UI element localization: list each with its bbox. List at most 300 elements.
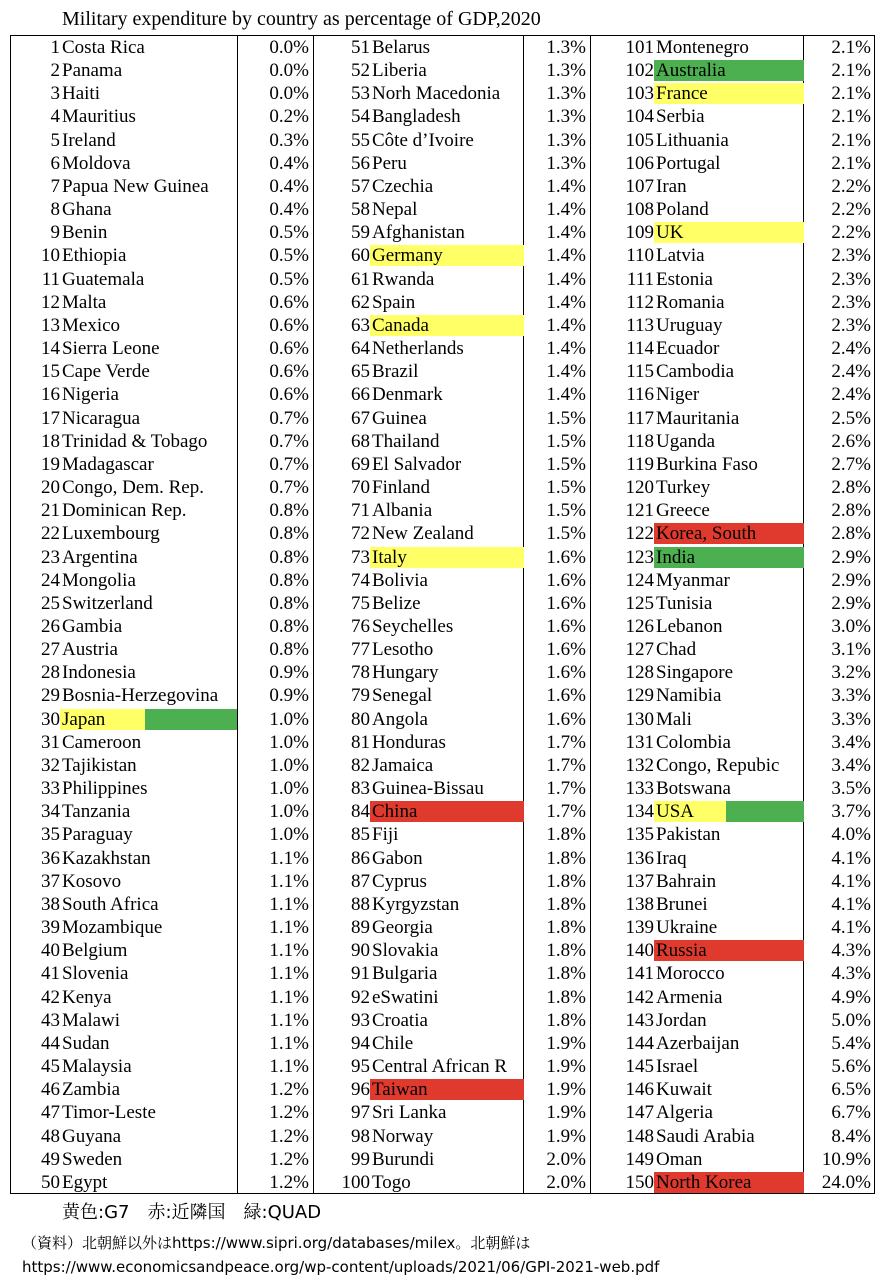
table-row bbox=[11, 105, 874, 128]
country-name: Turkey bbox=[656, 477, 711, 499]
rank-number: 51 bbox=[351, 37, 370, 58]
gdp-percentage: 1.4% bbox=[546, 268, 586, 290]
rank-number: 64 bbox=[351, 338, 370, 360]
country-name: Switzerland bbox=[62, 592, 153, 614]
table-row bbox=[11, 754, 874, 777]
gdp-percentage: 2.9% bbox=[831, 569, 871, 591]
country-name: China bbox=[370, 801, 524, 822]
rank-number: 75 bbox=[351, 592, 370, 614]
table-row bbox=[11, 800, 874, 823]
gdp-percentage: 0.6% bbox=[269, 361, 309, 383]
gdp-percentage: 3.2% bbox=[831, 662, 871, 684]
rank-number: 106 bbox=[625, 152, 654, 174]
country-name: Saudi Arabia bbox=[656, 1125, 755, 1147]
gdp-percentage: 4.1% bbox=[831, 870, 871, 892]
rank-number: 76 bbox=[351, 616, 370, 637]
gdp-percentage: 1.0% bbox=[269, 708, 309, 730]
country-name: USA bbox=[654, 801, 804, 822]
country-name: El Salvador bbox=[372, 453, 462, 475]
gdp-percentage: 3.3% bbox=[831, 685, 871, 707]
rank-number: 102 bbox=[625, 60, 654, 82]
rank-number: 17 bbox=[41, 407, 60, 429]
country-name: Moldova bbox=[62, 152, 131, 174]
rank-number: 82 bbox=[351, 754, 370, 776]
table-row bbox=[11, 1009, 874, 1032]
rank-number: 48 bbox=[41, 1125, 60, 1147]
gdp-percentage: 1.5% bbox=[546, 430, 586, 452]
rank-number: 147 bbox=[625, 1102, 654, 1124]
gdp-percentage: 1.2% bbox=[269, 1148, 309, 1170]
table-row bbox=[11, 430, 874, 453]
country-name: New Zealand bbox=[372, 523, 474, 545]
country-name: South Africa bbox=[62, 893, 159, 915]
gdp-percentage: 1.1% bbox=[269, 940, 309, 962]
table-row bbox=[11, 1171, 874, 1194]
gdp-percentage: 1.7% bbox=[546, 778, 586, 800]
rank-number: 49 bbox=[41, 1148, 60, 1170]
table-row bbox=[11, 986, 874, 1009]
rank-number: 74 bbox=[351, 569, 370, 591]
gdp-percentage: 0.4% bbox=[269, 152, 309, 174]
gdp-percentage: 0.8% bbox=[269, 500, 309, 522]
gdp-percentage: 1.5% bbox=[546, 523, 586, 545]
country-name: Peru bbox=[372, 152, 407, 174]
country-name: Panama bbox=[62, 60, 123, 82]
rank-number: 116 bbox=[626, 384, 654, 406]
country-name: Bosnia-Herzegovina bbox=[62, 685, 219, 707]
gdp-percentage: 2.1% bbox=[831, 60, 871, 82]
country-name: Mozambique bbox=[62, 917, 163, 939]
gdp-percentage: 3.4% bbox=[831, 731, 871, 753]
country-name: Liberia bbox=[372, 60, 427, 82]
country-name: Cambodia bbox=[656, 361, 735, 383]
rank-number: 97 bbox=[351, 1102, 370, 1124]
gdp-percentage: 2.4% bbox=[831, 384, 871, 406]
country-name: Mauritania bbox=[656, 407, 740, 429]
table-row bbox=[11, 221, 874, 244]
gdp-percentage: 1.1% bbox=[269, 986, 309, 1008]
gdp-percentage: 6.7% bbox=[831, 1102, 871, 1124]
country-name: Congo, Repubic bbox=[656, 754, 780, 776]
rank-number: 57 bbox=[351, 175, 370, 197]
gdp-percentage: 2.3% bbox=[831, 245, 871, 267]
table-row bbox=[11, 916, 874, 939]
rank-number: 129 bbox=[625, 685, 654, 707]
country-name: Canada bbox=[370, 315, 524, 336]
gdp-percentage: 4.1% bbox=[831, 847, 871, 869]
country-name: Paraguay bbox=[62, 824, 133, 846]
color-legend: 黄色:G7 赤:近隣国 緑:QUAD bbox=[62, 1202, 322, 1223]
gdp-percentage: 2.0% bbox=[546, 1171, 586, 1193]
rank-number: 73 bbox=[351, 546, 370, 568]
gdp-percentage: 1.1% bbox=[269, 1032, 309, 1054]
rank-number: 21 bbox=[41, 500, 60, 522]
gdp-percentage: 0.8% bbox=[269, 616, 309, 637]
rank-number: 112 bbox=[626, 291, 654, 313]
country-name: Estonia bbox=[656, 268, 713, 290]
table-row bbox=[11, 777, 874, 800]
gdp-percentage: 4.9% bbox=[831, 986, 871, 1008]
gdp-percentage: 0.8% bbox=[269, 546, 309, 568]
table-row bbox=[11, 198, 874, 221]
country-name: Ukraine bbox=[656, 917, 718, 939]
rank-number: 26 bbox=[41, 616, 60, 637]
country-name: Armenia bbox=[656, 986, 723, 1008]
gdp-percentage: 1.5% bbox=[546, 407, 586, 429]
table-row bbox=[11, 546, 874, 569]
rank-number: 108 bbox=[625, 199, 654, 221]
gdp-percentage: 0.9% bbox=[269, 685, 309, 707]
rank-number: 35 bbox=[41, 824, 60, 846]
rank-number: 145 bbox=[625, 1056, 654, 1078]
gdp-percentage: 3.7% bbox=[831, 801, 871, 823]
gdp-percentage: 1.2% bbox=[269, 1102, 309, 1124]
gdp-percentage: 1.4% bbox=[546, 291, 586, 313]
country-name: Côte d’Ivoire bbox=[372, 129, 474, 151]
country-name: Brunei bbox=[656, 893, 708, 915]
table-row bbox=[11, 1125, 874, 1148]
country-name: Afghanistan bbox=[372, 222, 465, 244]
rank-number: 72 bbox=[351, 523, 370, 545]
gdp-percentage: 0.6% bbox=[269, 314, 309, 336]
country-name: Sri Lanka bbox=[372, 1102, 447, 1124]
country-name: Jamaica bbox=[372, 754, 434, 776]
rank-number: 96 bbox=[351, 1079, 370, 1101]
gdp-percentage: 4.3% bbox=[831, 940, 871, 962]
source-note-line-1: （資料）北朝鮮以外はhttps://www.sipri.org/databases/milex。北朝鮮は bbox=[22, 1234, 531, 1252]
rank-number: 138 bbox=[625, 893, 654, 915]
rank-number: 88 bbox=[351, 893, 370, 915]
rank-number: 29 bbox=[41, 685, 60, 707]
country-name: Gabon bbox=[372, 847, 423, 869]
rank-number: 14 bbox=[41, 338, 60, 360]
table-title: Military expenditure by country as percentage of GDP,2020 bbox=[62, 8, 541, 30]
table-row bbox=[11, 684, 874, 707]
rank-number: 99 bbox=[351, 1148, 370, 1170]
country-name: Malta bbox=[62, 291, 107, 313]
gdp-percentage: 1.0% bbox=[269, 801, 309, 823]
rank-number: 50 bbox=[41, 1171, 60, 1193]
country-name: Finland bbox=[372, 477, 431, 499]
table-row bbox=[11, 291, 874, 314]
country-name: Israel bbox=[656, 1056, 699, 1078]
country-name: Myanmar bbox=[656, 569, 730, 591]
country-name: Ecuador bbox=[656, 338, 720, 360]
country-name: Guinea-Bissau bbox=[372, 778, 484, 800]
rank-number: 31 bbox=[41, 731, 60, 753]
gdp-percentage: 4.1% bbox=[831, 893, 871, 915]
rank-number: 100 bbox=[341, 1171, 370, 1193]
country-name: Burkina Faso bbox=[656, 453, 758, 475]
rank-number: 41 bbox=[41, 963, 60, 985]
country-name: Jordan bbox=[656, 1009, 707, 1031]
rank-number: 52 bbox=[351, 60, 370, 82]
rank-number: 15 bbox=[41, 361, 60, 383]
rank-number: 92 bbox=[351, 986, 370, 1008]
country-name: Burundi bbox=[372, 1148, 435, 1170]
gdp-percentage: 0.0% bbox=[269, 37, 309, 58]
table-row bbox=[11, 476, 874, 499]
rank-number: 5 bbox=[50, 129, 60, 151]
country-name: Thailand bbox=[372, 430, 440, 452]
rank-number: 45 bbox=[41, 1056, 60, 1078]
gdp-percentage: 1.6% bbox=[546, 616, 586, 637]
table-row bbox=[11, 893, 874, 916]
table-row bbox=[11, 244, 874, 267]
country-name: Kenya bbox=[62, 986, 112, 1008]
rank-number: 111 bbox=[626, 268, 654, 290]
country-name: Luxembourg bbox=[62, 523, 160, 545]
gdp-percentage: 1.1% bbox=[269, 870, 309, 892]
gdp-percentage: 1.4% bbox=[546, 199, 586, 221]
expenditure-table bbox=[10, 35, 875, 1194]
gdp-percentage: 2.5% bbox=[831, 407, 871, 429]
gdp-percentage: 1.4% bbox=[546, 175, 586, 197]
rank-number: 22 bbox=[41, 523, 60, 545]
table-row bbox=[11, 36, 874, 59]
rank-number: 98 bbox=[351, 1125, 370, 1147]
country-name: Croatia bbox=[372, 1009, 428, 1031]
rank-number: 24 bbox=[41, 569, 60, 591]
table-row bbox=[11, 870, 874, 893]
country-name: Tunisia bbox=[656, 592, 713, 614]
rank-number: 89 bbox=[351, 917, 370, 939]
rank-number: 148 bbox=[625, 1125, 654, 1147]
rank-number: 79 bbox=[351, 685, 370, 707]
gdp-percentage: 1.9% bbox=[546, 1125, 586, 1147]
country-name: Hungary bbox=[372, 662, 439, 684]
table-row bbox=[11, 383, 874, 406]
gdp-percentage: 1.4% bbox=[546, 222, 586, 244]
table-row bbox=[11, 129, 874, 152]
country-name: Guinea bbox=[372, 407, 427, 429]
rank-number: 110 bbox=[626, 245, 654, 267]
gdp-percentage: 1.6% bbox=[546, 592, 586, 614]
rank-number: 11 bbox=[41, 268, 60, 290]
country-name: eSwatini bbox=[372, 986, 439, 1008]
country-name: Poland bbox=[656, 199, 709, 221]
country-name: France bbox=[654, 83, 804, 104]
gdp-percentage: 2.7% bbox=[831, 453, 871, 475]
gdp-percentage: 2.3% bbox=[831, 291, 871, 313]
gdp-percentage: 1.4% bbox=[546, 245, 586, 267]
gdp-percentage: 0.4% bbox=[269, 199, 309, 221]
rank-number: 78 bbox=[351, 662, 370, 684]
rank-number: 122 bbox=[625, 523, 654, 545]
country-name: Angola bbox=[372, 708, 428, 730]
country-name: Latvia bbox=[656, 245, 705, 267]
gdp-percentage: 1.8% bbox=[546, 986, 586, 1008]
gdp-percentage: 1.2% bbox=[269, 1125, 309, 1147]
gdp-percentage: 1.6% bbox=[546, 639, 586, 661]
table-row bbox=[11, 962, 874, 985]
gdp-percentage: 0.6% bbox=[269, 291, 309, 313]
gdp-percentage: 0.9% bbox=[269, 662, 309, 684]
country-name: Lebanon bbox=[656, 616, 723, 637]
country-name: Chad bbox=[656, 639, 697, 661]
country-name: Slovakia bbox=[372, 940, 439, 962]
gdp-percentage: 0.8% bbox=[269, 592, 309, 614]
country-name: Botswana bbox=[656, 778, 731, 800]
gdp-percentage: 0.8% bbox=[269, 569, 309, 591]
rank-number: 12 bbox=[41, 291, 60, 313]
gdp-percentage: 1.6% bbox=[546, 708, 586, 730]
gdp-percentage: 1.8% bbox=[546, 824, 586, 846]
gdp-percentage: 0.7% bbox=[269, 430, 309, 452]
rank-number: 93 bbox=[351, 1009, 370, 1031]
gdp-percentage: 2.1% bbox=[831, 37, 871, 58]
gdp-percentage: 1.4% bbox=[546, 314, 586, 336]
country-name: Tajikistan bbox=[62, 754, 137, 776]
rank-number: 84 bbox=[351, 801, 370, 823]
gdp-percentage: 2.0% bbox=[546, 1148, 586, 1170]
country-name: Namibia bbox=[656, 685, 722, 707]
gdp-percentage: 0.6% bbox=[269, 384, 309, 406]
country-name: Niger bbox=[656, 384, 700, 406]
gdp-percentage: 24.0% bbox=[821, 1171, 871, 1193]
rank-number: 87 bbox=[351, 870, 370, 892]
gdp-percentage: 1.2% bbox=[269, 1079, 309, 1101]
gdp-percentage: 4.3% bbox=[831, 963, 871, 985]
rank-number: 70 bbox=[351, 477, 370, 499]
rank-number: 107 bbox=[625, 175, 654, 197]
gdp-percentage: 1.0% bbox=[269, 778, 309, 800]
rank-number: 39 bbox=[41, 917, 60, 939]
gdp-percentage: 0.5% bbox=[269, 245, 309, 267]
table-row bbox=[11, 314, 874, 337]
gdp-percentage: 1.8% bbox=[546, 963, 586, 985]
gdp-percentage: 2.1% bbox=[831, 106, 871, 128]
country-name: Norway bbox=[372, 1125, 434, 1147]
gdp-percentage: 2.9% bbox=[831, 592, 871, 614]
table-row bbox=[11, 499, 874, 522]
country-name: Guyana bbox=[62, 1125, 122, 1147]
gdp-percentage: 1.7% bbox=[546, 731, 586, 753]
gdp-percentage: 1.8% bbox=[546, 917, 586, 939]
rank-number: 25 bbox=[41, 592, 60, 614]
rank-number: 53 bbox=[351, 83, 370, 105]
table-row bbox=[11, 82, 874, 105]
rank-number: 27 bbox=[41, 639, 60, 661]
rank-number: 23 bbox=[41, 546, 60, 568]
rank-number: 20 bbox=[41, 477, 60, 499]
gdp-percentage: 2.2% bbox=[831, 222, 871, 244]
country-name: Pakistan bbox=[656, 824, 721, 846]
country-name: Colombia bbox=[656, 731, 731, 753]
gdp-percentage: 0.7% bbox=[269, 477, 309, 499]
gdp-percentage: 2.4% bbox=[831, 338, 871, 360]
rank-number: 146 bbox=[625, 1079, 654, 1101]
country-name: Indonesia bbox=[62, 662, 136, 684]
country-name: Zambia bbox=[62, 1079, 121, 1101]
rank-number: 125 bbox=[625, 592, 654, 614]
rank-number: 143 bbox=[625, 1009, 654, 1031]
country-name: Georgia bbox=[372, 917, 433, 939]
gdp-percentage: 1.3% bbox=[546, 83, 586, 105]
gdp-percentage: 1.1% bbox=[269, 847, 309, 869]
table-row bbox=[11, 1101, 874, 1124]
gdp-percentage: 1.9% bbox=[546, 1032, 586, 1054]
country-name: Japan bbox=[60, 709, 237, 730]
gdp-percentage: 1.1% bbox=[269, 893, 309, 915]
rank-number: 66 bbox=[351, 384, 370, 406]
rank-number: 150 bbox=[625, 1171, 654, 1193]
gdp-percentage: 3.1% bbox=[831, 639, 871, 661]
country-name: Germany bbox=[370, 245, 524, 266]
gdp-percentage: 1.4% bbox=[546, 338, 586, 360]
country-name: Cyprus bbox=[372, 870, 427, 892]
gdp-percentage: 1.4% bbox=[546, 384, 586, 406]
rank-number: 101 bbox=[625, 37, 654, 58]
rank-number: 113 bbox=[626, 314, 654, 336]
country-name: Nigeria bbox=[62, 384, 119, 406]
country-name: Mongolia bbox=[62, 569, 136, 591]
country-name: Togo bbox=[372, 1171, 411, 1193]
gdp-percentage: 1.7% bbox=[546, 754, 586, 776]
gdp-percentage: 4.1% bbox=[831, 917, 871, 939]
rank-number: 46 bbox=[41, 1079, 60, 1101]
rank-number: 132 bbox=[625, 754, 654, 776]
rank-number: 119 bbox=[626, 453, 654, 475]
rank-number: 126 bbox=[625, 616, 654, 637]
rank-number: 77 bbox=[351, 639, 370, 661]
country-name: Dominican Rep. bbox=[62, 500, 187, 522]
rank-number: 1 bbox=[50, 37, 60, 58]
gdp-percentage: 0.0% bbox=[269, 83, 309, 105]
country-name: Kyrgyzstan bbox=[372, 893, 460, 915]
country-name: Morocco bbox=[656, 963, 725, 985]
gdp-percentage: 1.8% bbox=[546, 1009, 586, 1031]
gdp-percentage: 0.5% bbox=[269, 268, 309, 290]
rank-number: 128 bbox=[625, 662, 654, 684]
gdp-percentage: 2.2% bbox=[831, 175, 871, 197]
country-name: Brazil bbox=[372, 361, 419, 383]
country-name: Sudan bbox=[62, 1032, 110, 1054]
rank-number: 83 bbox=[351, 778, 370, 800]
table-row bbox=[11, 407, 874, 430]
country-name: Rwanda bbox=[372, 268, 435, 290]
gdp-percentage: 1.5% bbox=[546, 477, 586, 499]
gdp-percentage: 1.6% bbox=[546, 546, 586, 568]
gdp-percentage: 1.8% bbox=[546, 870, 586, 892]
country-name: Italy bbox=[370, 547, 524, 568]
country-name: North Korea bbox=[654, 1172, 804, 1193]
gdp-percentage: 5.4% bbox=[831, 1032, 871, 1054]
gdp-percentage: 0.8% bbox=[269, 523, 309, 545]
gdp-percentage: 0.5% bbox=[269, 222, 309, 244]
gdp-percentage: 1.5% bbox=[546, 500, 586, 522]
country-name: Costa Rica bbox=[62, 37, 145, 58]
rank-number: 130 bbox=[625, 708, 654, 730]
country-name: Belarus bbox=[372, 37, 431, 58]
gdp-percentage: 1.5% bbox=[546, 453, 586, 475]
rank-number: 104 bbox=[625, 106, 654, 128]
country-name: Belgium bbox=[62, 940, 128, 962]
country-name: Russia bbox=[654, 940, 804, 961]
country-name: Mauritius bbox=[62, 106, 136, 128]
gdp-percentage: 0.6% bbox=[269, 338, 309, 360]
gdp-percentage: 6.5% bbox=[831, 1079, 871, 1101]
rank-number: 134 bbox=[625, 801, 654, 823]
country-name: Gambia bbox=[62, 616, 123, 637]
country-name: Benin bbox=[62, 222, 108, 244]
country-name: Norh Macedonia bbox=[372, 83, 501, 105]
rank-number: 47 bbox=[41, 1102, 60, 1124]
gdp-percentage: 2.3% bbox=[831, 268, 871, 290]
country-name: Slovenia bbox=[62, 963, 129, 985]
rank-number: 144 bbox=[625, 1032, 654, 1054]
country-name: Timor-Leste bbox=[62, 1102, 156, 1124]
